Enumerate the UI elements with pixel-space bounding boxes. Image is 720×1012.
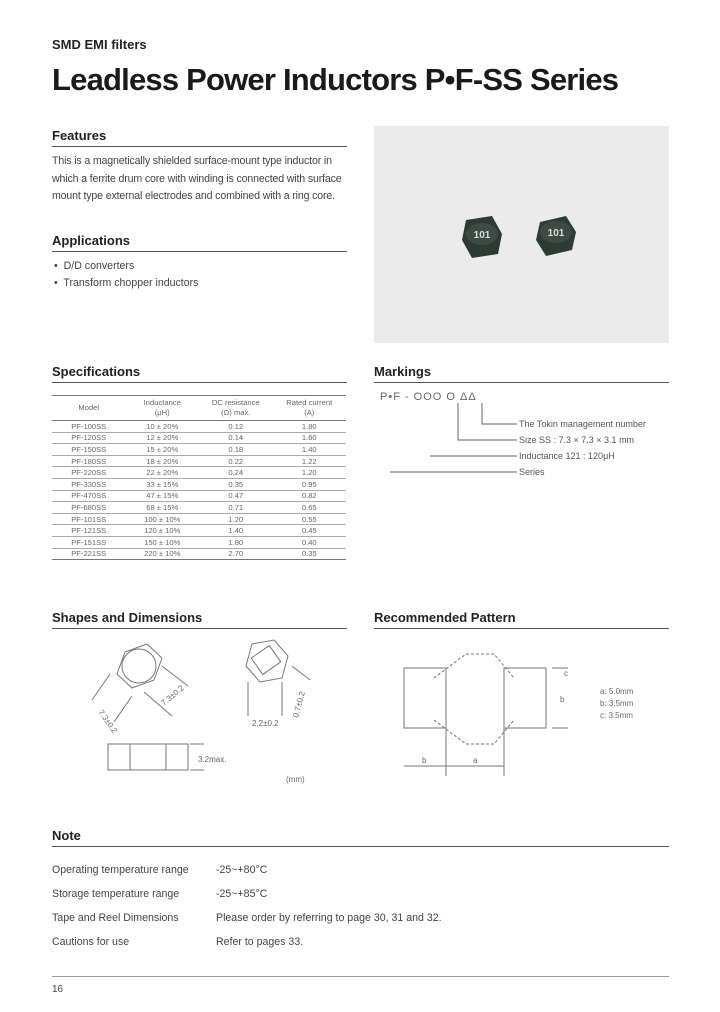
table-cell: 0.40 [273, 536, 347, 548]
pattern-letter: c [564, 669, 568, 678]
table-row [52, 536, 346, 548]
table-row [52, 421, 346, 433]
note-label: Operating temperature range [52, 864, 189, 876]
table-cell: 0.71 [199, 502, 273, 514]
application-label: D/D converters [63, 260, 135, 272]
table-row [52, 467, 346, 479]
table-row [52, 444, 346, 456]
note-value: -25~+80°C [216, 864, 268, 876]
table-cell: 33 ± 15% [126, 478, 200, 490]
table-cell: PF-220SS [52, 467, 126, 479]
note-value: Refer to pages 33. [216, 936, 304, 948]
pattern-letter: b [560, 695, 565, 704]
note-label: Storage temperature range [52, 888, 180, 900]
inductor-right [536, 216, 576, 256]
column-header: Rated current (A) [273, 396, 347, 421]
table-cell: 0.47 [199, 490, 273, 502]
features-text [52, 153, 352, 206]
specifications-heading: Specifications [52, 364, 141, 379]
note-rule [52, 846, 669, 847]
table-row [52, 525, 346, 537]
specifications-rule [52, 382, 347, 383]
table-cell: PF-151SS [52, 536, 126, 548]
pattern-value: b: 3.5mm [600, 699, 634, 708]
pattern-letter: b [422, 756, 427, 765]
table-row [52, 432, 346, 444]
table-row [52, 490, 346, 502]
table-cell: PF-101SS [52, 513, 126, 525]
table-cell: PF-680SS [52, 502, 126, 514]
pattern-drawing [374, 636, 674, 776]
column-header: Model [52, 396, 126, 421]
marking-leader-lines [374, 400, 524, 480]
marking-code: P•F - OOO O ΔΔ [380, 391, 477, 403]
shapes-heading: Shapes and Dimensions [52, 610, 203, 625]
table-cell: 18 ± 20% [126, 455, 200, 467]
pattern-value: a: 5.0mm [600, 687, 634, 696]
application-label: Transform chopper inductors [63, 277, 199, 289]
note-heading: Note [52, 828, 81, 843]
table-row [52, 455, 346, 467]
marking-tokin-label: The Tokin management number [519, 419, 646, 429]
table-cell: 1.80 [273, 421, 347, 433]
table-cell: PF-221SS [52, 548, 126, 560]
shapes-rule [52, 628, 347, 629]
table-cell: 15 ± 20% [126, 444, 200, 456]
table-cell: 1.60 [273, 432, 347, 444]
pattern-pads [404, 654, 568, 776]
table-cell: PF-470SS [52, 490, 126, 502]
table-cell: 1.40 [199, 525, 273, 537]
table-cell: PF-150SS [52, 444, 126, 456]
dimension-label: 7.3±0.2 [159, 683, 186, 708]
table-cell: 100 ± 10% [126, 513, 200, 525]
table-cell: PF-180SS [52, 455, 126, 467]
column-header: Inductance (μH) [126, 396, 200, 421]
table-cell: 0.35 [199, 478, 273, 490]
table-row [52, 502, 346, 514]
table-cell: 12 ± 20% [126, 432, 200, 444]
page-title: Leadless Power Inductors P•F-SS Series [52, 62, 619, 97]
product-photo [374, 126, 669, 343]
table-row [52, 513, 346, 525]
markings-rule [374, 382, 669, 383]
marking-size-label: Size SS : 7.3 × 7.3 × 3.1 mm [519, 435, 635, 445]
features-line: mount type external electrodes and combined with a ring core. [52, 190, 335, 202]
dimension-drawing [52, 636, 352, 786]
table-cell: 0.18 [199, 444, 273, 456]
pattern-letter: a [473, 756, 478, 765]
table-cell: 2.70 [199, 548, 273, 560]
note-label: Tape and Reel Dimensions [52, 912, 179, 924]
markings-heading: Markings [374, 364, 432, 379]
table-cell: 0.22 [199, 455, 273, 467]
column-header: DC resistance (Ω) max. [199, 396, 273, 421]
page-number: 16 [52, 984, 64, 995]
applications-heading: Applications [52, 233, 131, 248]
table-cell: 10 ± 20% [126, 421, 200, 433]
category-label: SMD EMI filters [52, 37, 147, 52]
table-cell: 120 ± 10% [126, 525, 200, 537]
inductor-left [462, 216, 502, 258]
table-cell: 1.20 [199, 513, 273, 525]
table-cell: 0.14 [199, 432, 273, 444]
features-line: which a ferrite drum core with winding is connected with surface [52, 172, 342, 185]
table-cell: 1.40 [273, 444, 347, 456]
table-cell: 47 ± 15% [126, 490, 200, 502]
dimension-label: 7.3±0.2 [96, 707, 120, 735]
pattern-heading: Recommended Pattern [374, 610, 516, 625]
table-header-row [52, 396, 346, 421]
marking-inductance-label: Inductance 121 : 120μH [519, 451, 615, 461]
table-cell: 1.80 [199, 536, 273, 548]
table-cell: 150 ± 10% [126, 536, 200, 548]
footer-rule [52, 976, 669, 977]
table-cell: PF-121SS [52, 525, 126, 537]
marking-series-label: Series [519, 467, 545, 477]
bullet-icon: • [54, 260, 58, 272]
specifications-table [52, 395, 346, 560]
table-cell: 0.24 [199, 467, 273, 479]
table-cell: 1.22 [273, 455, 347, 467]
pattern-value: c: 3.5mm [600, 711, 633, 720]
features-line: This is a magnetically shielded surface-mount type inductor in [52, 155, 332, 167]
table-cell: 0.65 [273, 502, 347, 514]
side-view [108, 744, 204, 770]
dimension-label: 2.2±0.2 [252, 719, 279, 728]
note-value: -25~+85°C [216, 888, 268, 900]
table-cell: 0.82 [273, 490, 347, 502]
application-item [54, 277, 198, 289]
table-cell: 0.12 [199, 421, 273, 433]
note-label: Cautions for use [52, 936, 130, 948]
table-cell: 0.45 [273, 525, 347, 537]
note-value: Please order by referring to page 30, 31 and 32. [216, 912, 442, 924]
height-label: 3.2max. [198, 755, 227, 764]
table-cell: PF-100SS [52, 421, 126, 433]
table-cell: 0.55 [273, 513, 347, 525]
features-heading: Features [52, 128, 107, 143]
application-item [54, 260, 134, 272]
table-row [52, 548, 346, 560]
bullet-icon: • [54, 277, 58, 289]
applications-rule [52, 251, 347, 252]
table-cell: PF-120SS [52, 432, 126, 444]
unit-label: (mm) [286, 775, 305, 784]
table-cell: 22 ± 20% [126, 467, 200, 479]
table-cell: 0.95 [273, 478, 347, 490]
table-cell: 68 ± 15% [126, 502, 200, 514]
table-cell: 1.20 [273, 467, 347, 479]
features-rule [52, 146, 347, 147]
inductor-marking: 101 [473, 230, 491, 241]
table-cell: 0.35 [273, 548, 347, 560]
dimension-label: 0.7±0.2 [291, 690, 307, 719]
pattern-rule [374, 628, 669, 629]
table-cell: 220 ± 10% [126, 548, 200, 560]
inductor-marking: 101 [547, 228, 565, 239]
table-cell: PF-330SS [52, 478, 126, 490]
table-row [52, 478, 346, 490]
